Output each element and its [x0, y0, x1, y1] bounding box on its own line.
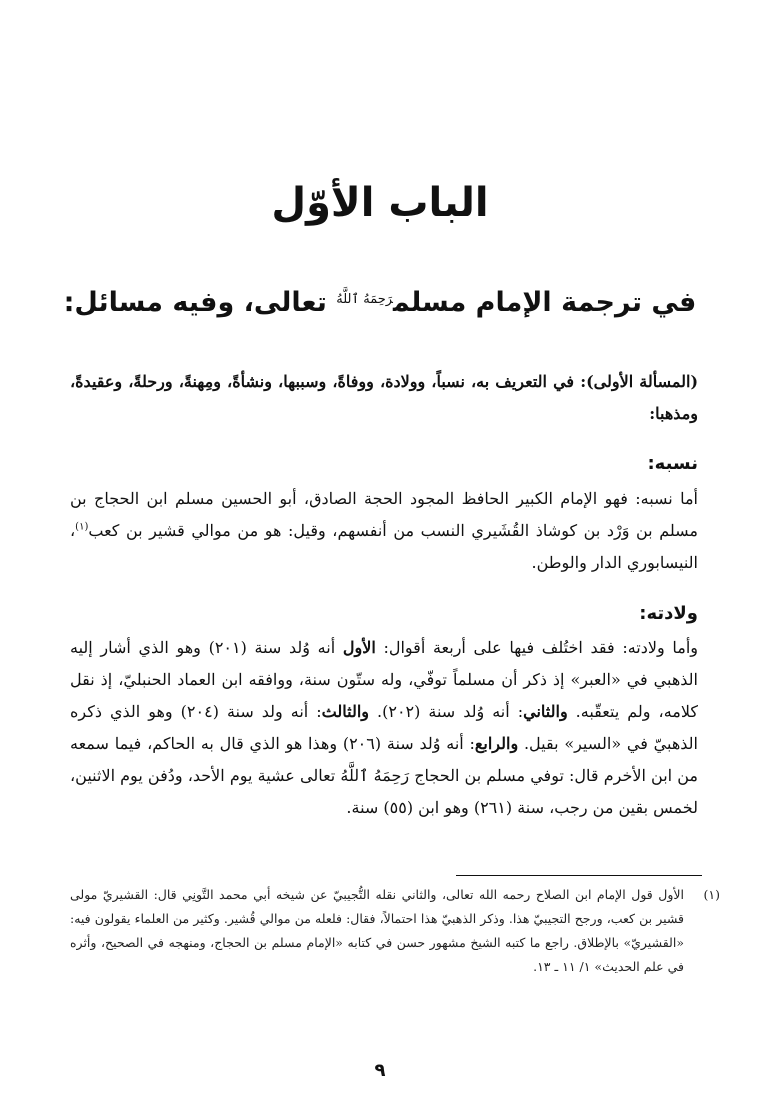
lineage-heading: نسبه: — [647, 453, 698, 474]
birth-text-5: : أنه وُلد سنة (٢٠٦) وهذا هو الذي قال به الحاكم، فيما سمعه من ابن الأخرم قال: توفي مسلم بن الحجاج رَحِمَهُ ٱللَّهُ تعالى عشية يوم الأحد، ودُفن يوم الاثنين، لخمس بقين من رجب، سنة (٢٦١) وهو ابن (٥٥) سنة. — [70, 734, 698, 817]
subtitle-honorific: رَحِمَهُ ٱللَّهُ — [336, 292, 393, 307]
birth-heading: ولادته: — [639, 603, 698, 624]
lineage-paragraph — [70, 483, 698, 579]
page-number: ٩ — [374, 1060, 386, 1081]
subtitle-main: في ترجمة الإمام مسلم — [392, 287, 697, 318]
lineage-text-end: ، النيسابوري الدار والوطن. — [70, 521, 698, 572]
intro-paragraph — [70, 366, 698, 430]
footnote-marker[interactable]: (١) — [75, 521, 89, 533]
birth-text-3: : أنه وُلد سنة (٢٠٢). — [369, 702, 524, 721]
birth-text-1: وأما ولادته: فقد اختُلف فيها على أربعة أقوال: — [375, 638, 699, 657]
birth-text-2: أنه وُلد سنة (٢٠١) وهو الذي أشار إليه الذهبي في «العبر» إذ ذكر أن مسلماً توفّي، وله ستّون سنة، ووافقه ابن العماد الحنبليّ، إذ نقل كلامه، ولم يتعقّبه. — [70, 638, 699, 721]
subtitle-rest: تعالى، وفيه مسائل: — [63, 287, 337, 318]
second-opinion-label: والثاني — [523, 702, 568, 721]
fourth-opinion-label: والرابع — [474, 734, 519, 753]
chapter-subtitle — [20, 280, 740, 323]
lineage-text: أما نسبه: فهو الإمام الكبير الحافظ المجود الحجة الصادق، أبو الحسين مسلم ابن الحجاج بن مسلم بن وَرْد بن كوشاذ القُشَيري النسب من أنفسهم، وقيل: هو من موالي قشير بن كعب — [70, 489, 698, 540]
footnote — [70, 883, 720, 979]
issue-label: (المسألة الأولى): — [580, 372, 699, 391]
birth-text-4: : أنه ولد سنة (٢٠٤) وهو الذي ذكره الذهبيّ في «السير» بقيل. — [70, 702, 698, 753]
first-opinion-label: الأول — [342, 638, 376, 657]
footnote-text: الأول قول الإمام ابن الصلاح رحمه الله تعالى، والثاني نقله التُّجيبيّ عن شيخه أبي محمد التَّونِي قال: القشيريّ مولى قشير بن كعب، ورجح التجيبيّ هذا. وذكر الذهبيّ هذا احتمالاً، فقال: فلعله من موالي قُشير. وكثير من العلماء يقولون فيه: «القشيريّ» بالإطلاق. راجع ما كتبه الشيخ مشهور حسن في كتابه «الإمام مسلم بن الحجاج، ومنهجه في الصحيح، وأثره في علم الحديث» ١/ ١١ ـ ١٣. — [70, 887, 684, 974]
intro-text: في التعريف به، نسباً، وولادة، ووفاةً، وسببها، ونشأةً، ومِهنةً، ورحلةً، وعقيدةً، ومذهبا: — [70, 372, 698, 423]
third-opinion-label: والثالث — [321, 702, 370, 721]
footnote-divider — [456, 875, 702, 876]
birth-paragraph — [70, 632, 698, 824]
chapter-title: الباب الأوّل — [271, 180, 489, 226]
footnote-number: (١) — [703, 887, 720, 902]
